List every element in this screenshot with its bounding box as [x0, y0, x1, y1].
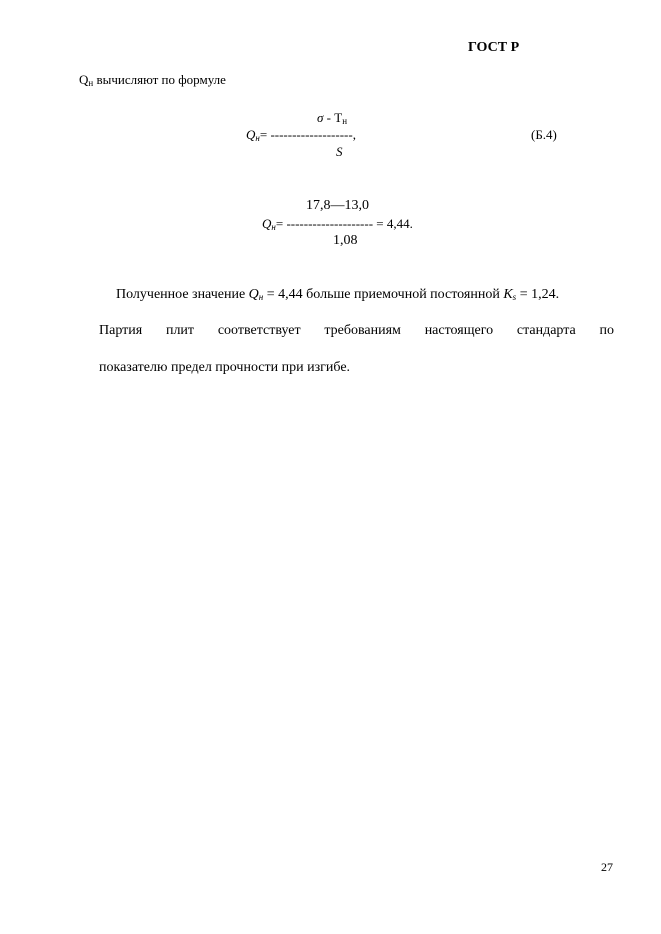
result-line-3: показателю предел прочности при изгибе.	[99, 360, 351, 375]
formula-b4-main-line	[246, 127, 356, 143]
formula-calc-denominator: 1,08	[333, 233, 358, 248]
formula-calc-dashes: = -------------------- = 4,44.	[275, 216, 413, 231]
formula-b4-numerator	[317, 110, 347, 126]
formula-calc-lhs-sub: н	[271, 222, 276, 232]
formula-calc-lhs-symbol: Q	[262, 216, 272, 231]
formula-calc-numerator: 17,8—13,0	[306, 198, 369, 213]
formula-b4-lhs-sub: н	[255, 133, 260, 143]
formula-b4-denominator: S	[336, 144, 343, 159]
formula-b4-lhs-symbol: Q	[246, 127, 256, 142]
intro-line	[79, 72, 226, 88]
result-end: = 1,24.	[516, 287, 560, 302]
result-k-symbol: K	[503, 287, 513, 302]
intro-q-symbol: Q	[79, 72, 89, 87]
formula-b4-number: (Б.4)	[531, 127, 557, 142]
result-line-2: Партия плит соответствует требованиям настоящего стандарта по	[99, 323, 614, 338]
numerator-rest: - T	[323, 110, 343, 125]
sigma-symbol: σ	[317, 110, 324, 125]
formula-calc-main-line	[262, 216, 413, 232]
formula-b4-dashes: = -------------------,	[259, 127, 356, 142]
intro-text: вычисляют по формуле	[93, 72, 226, 87]
result-mid: = 4,44 больше приемочной постоянной	[263, 287, 504, 302]
page-number: 27	[601, 860, 613, 874]
result-q-sub: н	[258, 292, 264, 302]
numerator-sub: н	[342, 116, 348, 126]
intro-q-sub: н	[88, 78, 94, 88]
header-title: ГОСТ Р	[468, 40, 520, 55]
result-prefix: Полученное значение	[116, 287, 249, 302]
result-line-1	[116, 287, 616, 303]
result-k-sub: s	[512, 292, 517, 302]
result-q-symbol: Q	[248, 287, 259, 302]
